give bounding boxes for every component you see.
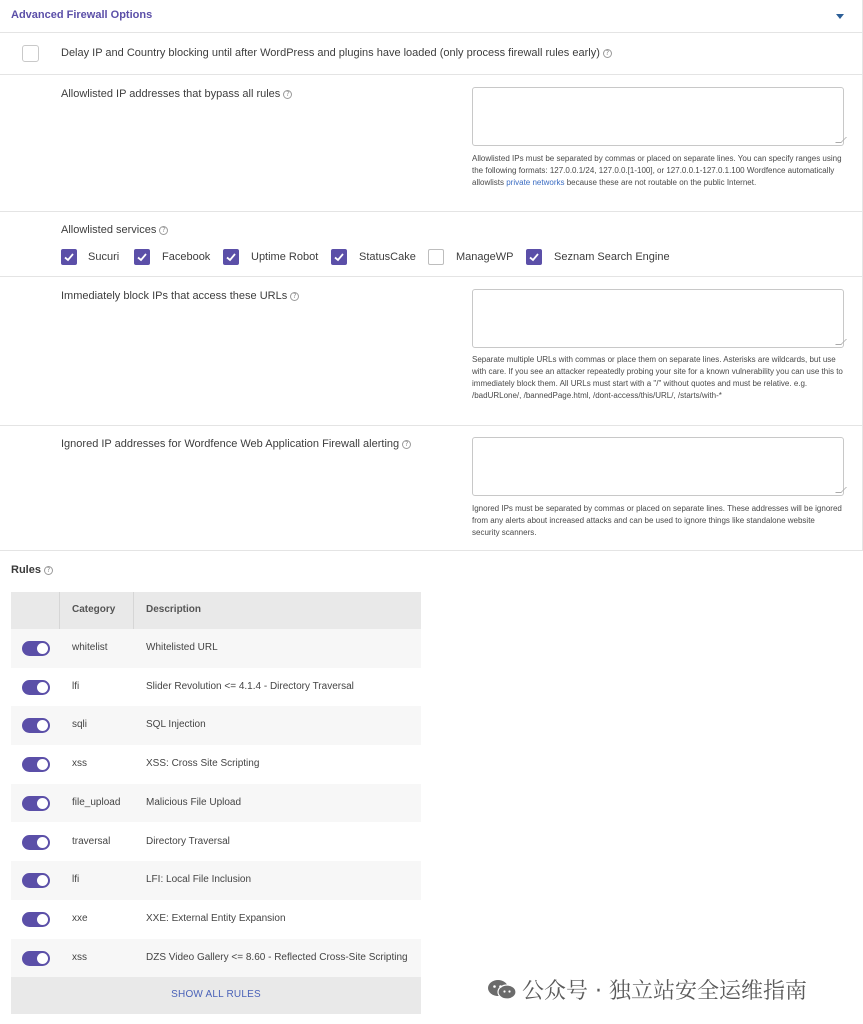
- rule-row: [11, 784, 421, 823]
- show-all-rules-label: SHOW ALL RULES: [171, 989, 261, 1000]
- service-uptime-robot-label: Uptime Robot: [251, 251, 319, 263]
- rule-row: [11, 668, 421, 707]
- service-facebook-label: Facebook: [162, 251, 211, 263]
- rule-row: [11, 823, 421, 862]
- delay-blocking-label: Delay IP and Country blocking until after WordPress and plugins have loaded (only process firewall rules early): [61, 47, 600, 59]
- rule-category: whitelist: [72, 642, 108, 653]
- block-urls-row: [0, 277, 863, 426]
- rule-toggle[interactable]: [22, 873, 50, 888]
- rule-toggle[interactable]: [22, 757, 50, 772]
- rule-description: Directory Traversal: [146, 835, 230, 847]
- ignored-ips-row: [0, 426, 863, 551]
- rule-row: [11, 939, 421, 978]
- service-sucuri-checkbox[interactable]: [61, 249, 77, 265]
- rule-row: [11, 706, 421, 745]
- rule-description: LFI: Local File Inclusion: [146, 874, 252, 886]
- column-header-category: Category: [72, 604, 116, 615]
- ignored-ips-textarea[interactable]: [472, 437, 844, 496]
- rule-category: sqli: [72, 719, 88, 731]
- rule-description: XXE: External Entity Expansion: [146, 912, 286, 924]
- service-statuscake-label: StatusCake: [359, 251, 416, 263]
- block-urls-textarea[interactable]: [472, 289, 844, 348]
- allowlisted-services-label: Allowlisted services: [61, 224, 157, 236]
- block-urls-note: Separate multiple URLs with commas or place them on separate lines. Asterisks are wildcards, but use with care. If you see an attacker repeatedly probing your site for a known vulnerability you can use this to immediately block them. All URLs must start with a "/" without quotes and must be relative. e.g. /badURLone/, /bannedPage.html, /dont-access/this/URL/, /starts/with-*: [472, 355, 843, 400]
- rule-description: DZS Video Gallery <= 8.60 - Reflected Cross-Site Scripting: [146, 951, 408, 963]
- help-icon[interactable]: ?: [603, 49, 612, 58]
- service-managewp-checkbox[interactable]: [428, 249, 444, 265]
- ignored-ips-label: Ignored IP addresses for Wordfence Web Application Firewall alerting: [61, 438, 400, 450]
- rule-toggle[interactable]: [22, 912, 50, 927]
- rule-category: xss: [72, 758, 87, 770]
- column-divider: [133, 592, 134, 629]
- service-sucuri-label: Sucuri: [88, 251, 120, 263]
- resize-grip-icon[interactable]: [835, 487, 847, 493]
- rules-title: Rules ?: [11, 564, 53, 576]
- service-uptime-robot-checkbox[interactable]: [223, 249, 239, 265]
- rule-category: xss: [72, 951, 87, 963]
- rule-row: [11, 900, 421, 939]
- rule-toggle[interactable]: [22, 796, 50, 811]
- toggle-knob: [37, 759, 48, 770]
- toggle-knob: [37, 798, 48, 809]
- help-icon[interactable]: ?: [159, 226, 168, 235]
- allowlisted-ips-row: [0, 75, 863, 212]
- allowlisted-ips-textarea[interactable]: [472, 87, 844, 146]
- help-icon[interactable]: ?: [44, 566, 53, 575]
- rule-category: file_upload: [72, 796, 121, 808]
- rule-category: xxe: [72, 912, 88, 924]
- show-all-rules-button[interactable]: [11, 977, 421, 1014]
- rule-row: [11, 629, 421, 668]
- rule-description: XSS: Cross Site Scripting: [146, 758, 260, 770]
- allowlisted-ips-label: Allowlisted IP addresses that bypass all rules: [61, 88, 281, 100]
- toggle-knob: [37, 720, 48, 731]
- service-facebook-checkbox[interactable]: [134, 249, 150, 265]
- rule-description: Whitelisted URL: [146, 642, 218, 653]
- rule-category: lfi: [72, 680, 80, 692]
- rule-toggle[interactable]: [22, 680, 50, 695]
- block-urls-label: Immediately block IPs that access these URLs: [61, 290, 288, 302]
- resize-grip-icon[interactable]: [835, 339, 847, 345]
- rule-category: traversal: [72, 835, 111, 847]
- toggle-knob: [37, 953, 48, 964]
- toggle-knob: [37, 643, 48, 654]
- help-icon[interactable]: ?: [283, 90, 292, 99]
- collapse-caret-icon[interactable]: [836, 14, 844, 19]
- column-divider: [59, 592, 60, 629]
- toggle-knob: [37, 914, 48, 925]
- rule-toggle[interactable]: [22, 951, 50, 966]
- service-managewp-label: ManageWP: [456, 251, 514, 263]
- help-icon[interactable]: ?: [290, 292, 299, 301]
- column-header-description: Description: [146, 604, 202, 615]
- service-seznam-checkbox[interactable]: [526, 249, 542, 265]
- panel-header[interactable]: [0, 0, 863, 33]
- rule-description: Slider Revolution <= 4.1.4 - Directory Traversal: [146, 680, 354, 692]
- rules-table-header: [11, 592, 421, 629]
- rule-toggle[interactable]: [22, 835, 50, 850]
- panel-title: Advanced Firewall Options: [11, 9, 153, 21]
- allowlisted-ips-note: Allowlisted IPs must be separated by commas or placed on separate lines. You can specify ranges using the following formats: 127.0.0.1/24, 127.0.0.[1-100], or 127.0.0.1-127.0.1.100 Wordfence automatically allowlists private networks because these are not routable on the public Internet.: [472, 154, 842, 187]
- ignored-ips-note: Ignored IPs must be separated by commas or placed on separate lines. These addresses will be ignored from any alerts about increased attacks and can be used to ignore things like standalone website security scanners.: [472, 504, 842, 537]
- allowlisted-services-row: [0, 212, 863, 277]
- toggle-knob: [37, 837, 48, 848]
- rule-toggle[interactable]: [22, 718, 50, 733]
- rule-row: [11, 861, 421, 900]
- rule-description: Malicious File Upload: [146, 796, 242, 808]
- toggle-knob: [37, 875, 48, 886]
- resize-grip-icon[interactable]: [835, 137, 847, 143]
- rule-category: lfi: [72, 874, 80, 886]
- service-seznam-label: Seznam Search Engine: [554, 251, 670, 263]
- help-icon[interactable]: ?: [402, 440, 411, 449]
- delay-blocking-checkbox[interactable]: [22, 45, 39, 62]
- wechat-icon: [486, 978, 518, 1000]
- toggle-knob: [37, 682, 48, 693]
- service-statuscake-checkbox[interactable]: [331, 249, 347, 265]
- delay-blocking-row: [0, 34, 863, 75]
- rule-description: SQL Injection: [146, 719, 206, 731]
- watermark-text: 公众号 · 独立站安全运维指南: [522, 979, 807, 1004]
- rule-toggle[interactable]: [22, 641, 50, 656]
- private-networks-link[interactable]: private networks: [506, 178, 565, 187]
- rule-row: [11, 745, 421, 784]
